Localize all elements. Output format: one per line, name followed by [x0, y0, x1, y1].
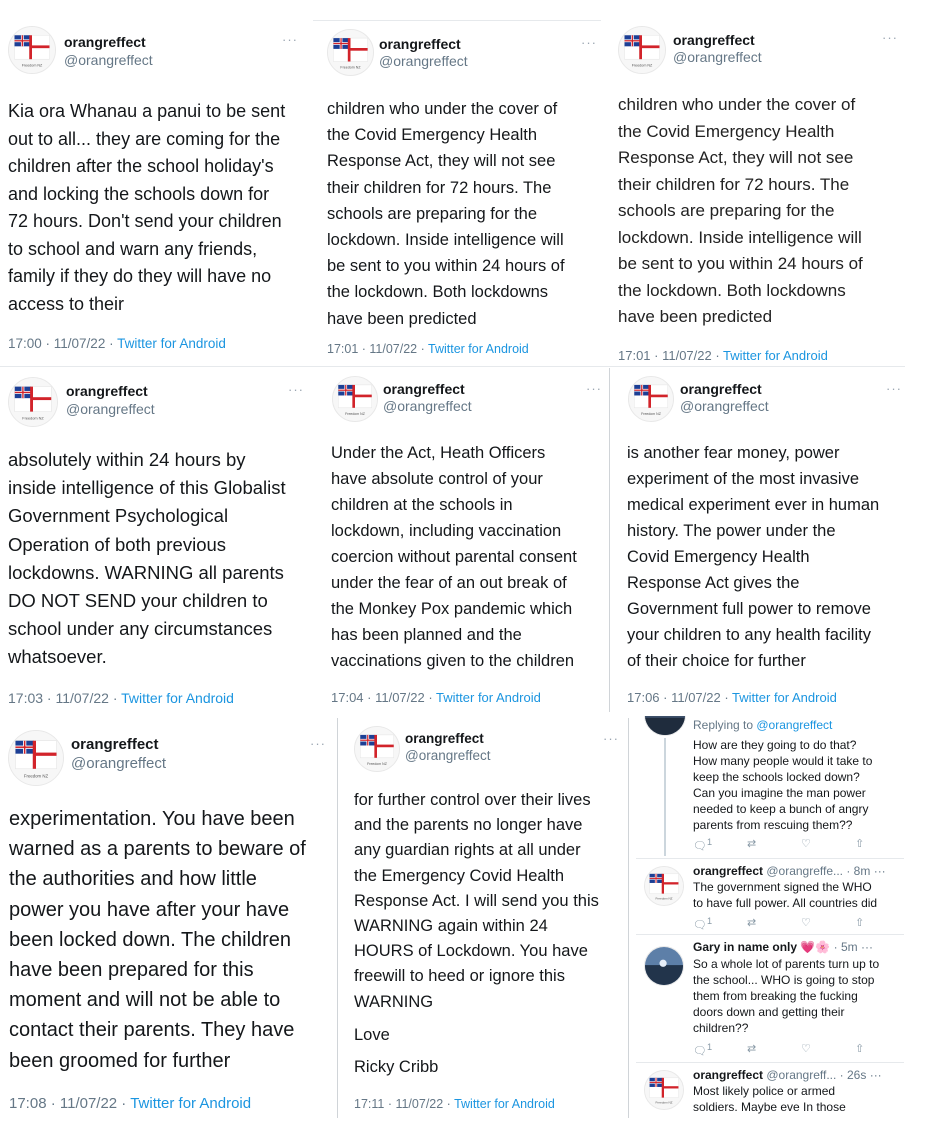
source-link[interactable]: Twitter for Android	[130, 1095, 252, 1112]
avatar[interactable]	[644, 866, 684, 906]
avatar[interactable]	[644, 946, 684, 986]
reply-text: Most likely police or armed soldiers. Maybe eve In those	[693, 1084, 846, 1114]
handle[interactable]: @orangreffect	[64, 52, 153, 68]
tweet-text: children who under the cover of the Covid Emergency Health Response Act, they will not see their children for 72 hours. The schools are preparing for the lockdown. Inside intelligence will be sent to you within 24 hours of the lockdown. Both lockdowns have been predicted	[618, 95, 863, 326]
sign-off-name: Ricky Cribb	[354, 1058, 439, 1077]
handle[interactable]: @orangreffect	[680, 398, 769, 414]
handle[interactable]: @orangreffect	[379, 53, 468, 69]
thread-line	[664, 738, 666, 856]
tweet-actions	[693, 916, 904, 932]
username[interactable]: orangreffect	[383, 381, 465, 397]
avatar[interactable]	[628, 376, 674, 422]
replying-handle-link[interactable]: @orangreffect	[756, 718, 833, 732]
reply-text: The government signed the WHO to have full power. All countries did	[693, 880, 878, 910]
retweet-icon[interactable]: ⇄	[747, 917, 757, 929]
tweet-timestamp: 17:01 · 11/07/22 · Twitter for Android	[327, 342, 529, 356]
source-link[interactable]: Twitter for Android	[436, 690, 541, 705]
tweet-text: absolutely within 24 hours by inside intelligence of this Globalist Government Psychological Operation of both previous lockdowns. WARNING all parents DO NOT SEND your children to school under any circumstances whatsoever.	[8, 449, 286, 668]
avatar[interactable]	[327, 29, 374, 76]
retweet-icon[interactable]: ⇄	[747, 1043, 757, 1055]
reply-icon[interactable]: 🗨︎$^1$	[693, 1042, 713, 1058]
handle[interactable]: @orangreffect	[405, 748, 491, 763]
avatar[interactable]	[8, 730, 64, 786]
emoji-heart-flower: 💗🌸	[800, 940, 831, 954]
source-link[interactable]: Twitter for Android	[117, 336, 226, 351]
tweet-timestamp: 17:06 · 11/07/22 · Twitter for Android	[627, 690, 837, 705]
tweet-actions	[693, 1042, 904, 1058]
handle[interactable]: @orangreffect	[673, 49, 762, 65]
username[interactable]: orangreffect	[673, 32, 755, 48]
tweet-timestamp: 17:01 · 11/07/22 · Twitter for Android	[618, 348, 828, 363]
avatar[interactable]	[644, 1070, 684, 1110]
more-horizontal-icon[interactable]: ···	[882, 30, 898, 45]
tweet-text: experimentation. You have been warned as a parents to beware of the authorities and how little power you have after your have been locked down. The children have been prepared for this moment and will not be able to contact their parents. They have been groomed for further	[9, 808, 306, 1072]
tweet-panel-8	[345, 722, 625, 1122]
tweet-panel-3	[610, 18, 910, 368]
tweet-timestamp: 17:00 · 11/07/22 · Twitter for Android	[8, 336, 226, 351]
reply-header: orangreffect @orangreffe... · 8m ···	[693, 864, 886, 878]
reply-header: orangreffect @orangreff... · 26s ···	[693, 1068, 882, 1082]
more-horizontal-icon[interactable]: ···	[603, 731, 619, 746]
like-icon[interactable]: ♡	[801, 838, 811, 850]
tweet-panel-2	[313, 22, 601, 362]
share-icon[interactable]: ⇧	[855, 838, 865, 850]
replying-to: Replying to @orangreffect	[693, 718, 833, 732]
tweet-timestamp: 17:08 · 11/07/22 · Twitter for Android	[9, 1095, 252, 1112]
reply-header: Gary in name only 💗🌸 · 5m ···	[693, 940, 873, 954]
more-horizontal-icon[interactable]: ···	[581, 35, 597, 50]
reply-thread	[636, 716, 904, 1120]
username[interactable]: orangreffect	[405, 731, 484, 746]
source-link[interactable]: Twitter for Android	[121, 690, 234, 706]
tweet-panel-7	[0, 722, 330, 1122]
handle[interactable]: @orangreffect	[383, 398, 472, 414]
share-icon[interactable]: ⇧	[855, 917, 865, 929]
reply-icon[interactable]: 🗨︎$^1$	[693, 916, 713, 932]
avatar[interactable]	[332, 376, 378, 422]
like-icon[interactable]: ♡	[801, 1043, 811, 1055]
like-icon[interactable]: ♡	[801, 917, 811, 929]
share-icon[interactable]: ⇧	[855, 1043, 865, 1055]
sign-off-love: Love	[354, 1025, 390, 1044]
avatar[interactable]	[644, 716, 686, 736]
username[interactable]: orangreffect	[66, 383, 148, 399]
more-horizontal-icon[interactable]: ···	[310, 736, 326, 751]
username[interactable]: orangreffect	[379, 36, 461, 52]
tweet-text: Kia ora Whanau a panui to be sent out to all... they are coming for the children after the school holiday's and locking the schools down for 72 hours. Don't send your children to school and warn any friends, family if they do they will have no access to their	[8, 101, 286, 314]
tweet-text: Under the Act, Heath Officers have absolute control of your children at the schools in lockdown, including vaccination coercion without parental consent under the fear of an out break of the Monkey Pox pandemic which has been planned and the vaccinations given to the children	[331, 444, 577, 670]
avatar[interactable]	[8, 26, 56, 74]
avatar[interactable]	[354, 726, 400, 772]
tweet-actions	[693, 837, 904, 853]
avatar[interactable]	[618, 26, 666, 74]
avatar[interactable]	[8, 377, 58, 427]
tweet-panel-4	[0, 370, 310, 710]
tweet-panel-1	[0, 18, 305, 363]
reply-text: So a whole lot of parents turn up to the school... WHO is going to stop them from breaking the fucking doors down and getting their children??	[693, 957, 880, 1035]
more-horizontal-icon[interactable]: ···	[288, 382, 304, 397]
tweet-timestamp: 17:11 · 11/07/22 · Twitter for Android	[354, 1097, 555, 1111]
username[interactable]: orangreffect	[680, 381, 762, 397]
tweet-panel-5	[324, 370, 604, 710]
source-link[interactable]: Twitter for Android	[723, 348, 828, 363]
handle[interactable]: @orangreffect	[66, 401, 155, 417]
handle[interactable]: @orangreffect	[71, 755, 167, 772]
reply-text: How are they going to do that? How many people would it take to keep the schools locked down? Can you imagine the man power needed to keep a bunch of angry parents from rescuing them??	[693, 738, 873, 832]
tweet-timestamp: 17:04 · 11/07/22 · Twitter for Android	[331, 690, 541, 705]
tweet-text: children who under the cover of the Covid Emergency Health Response Act, they will not see their children for 72 hours. The schools are preparing for the lockdown. Inside intelligence will be sent to you within 24 hours of the lockdown. Both lockdowns have been predicted	[327, 100, 565, 328]
username[interactable]: orangreffect	[71, 736, 159, 753]
source-link[interactable]: Twitter for Android	[454, 1097, 555, 1111]
reply-icon[interactable]: 🗨︎$^1$	[693, 837, 713, 853]
tweet-text: is another fear money, power experiment of the most invasive medical experiment ever in human history. The power under the Covid Emergency Health Response Act gives the Government full power to remove your children to any health facility of their choice for further	[627, 444, 880, 670]
source-link[interactable]: Twitter for Android	[428, 342, 529, 356]
more-horizontal-icon[interactable]: ···	[282, 32, 298, 47]
tweet-timestamp: 17:03 · 11/07/22 · Twitter for Android	[8, 690, 234, 706]
more-horizontal-icon[interactable]: ···	[586, 381, 602, 396]
more-horizontal-icon[interactable]: ···	[886, 381, 902, 396]
tweet-panel-6	[620, 370, 912, 710]
source-link[interactable]: Twitter for Android	[732, 690, 837, 705]
username[interactable]: orangreffect	[64, 34, 146, 50]
retweet-icon[interactable]: ⇄	[747, 838, 757, 850]
tweet-text: for further control over their lives and the parents no longer have any guardian rights at all under the Emergency Covid Health Response Act. I will send you this WARNING again within 24 HOURS of Lockdown. You have freewill to heed or ignore this WARNING Love Ricky Cribb	[354, 788, 599, 1080]
